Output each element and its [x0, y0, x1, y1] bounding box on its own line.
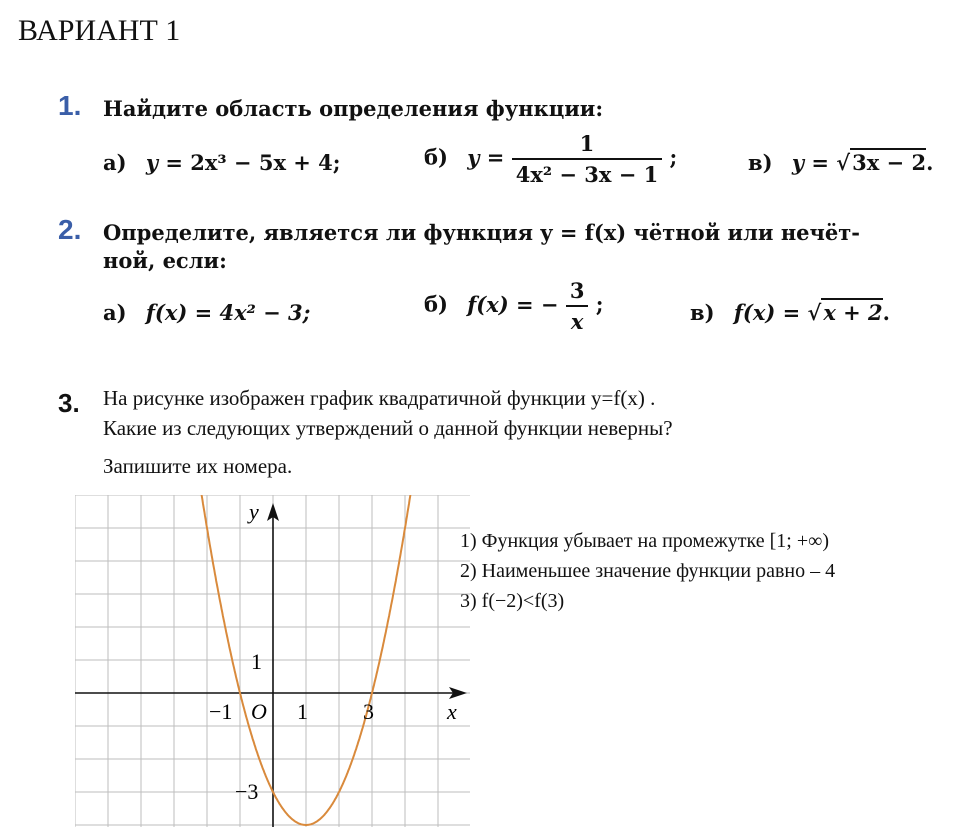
task2-item-c	[690, 300, 890, 325]
task1-item-b	[424, 131, 677, 187]
task3-line1: На рисунке изображен график квадратичной функции y=f(x) .	[103, 386, 656, 410]
task1-b-lhs: y	[467, 144, 480, 170]
y-axis-label: y	[249, 499, 259, 524]
task2-item-b	[424, 278, 604, 334]
task2-b-label: б)	[424, 291, 448, 317]
x-axis-label: x	[447, 699, 457, 724]
task1-c-eq: =	[811, 150, 829, 175]
tick-label-y-minus-3: −3	[235, 779, 259, 804]
task3-number: 3.	[58, 388, 80, 418]
origin-label: O	[251, 699, 267, 724]
task1-a-expr: = 2x³ − 5x + 4;	[165, 150, 341, 175]
task2-b-tail: ;	[595, 291, 604, 317]
task2-b-fraction	[566, 278, 589, 334]
task1-c-label: в)	[748, 150, 773, 175]
task1-a-label: а)	[103, 150, 127, 175]
task2-c-radicand: x + 2	[823, 300, 883, 325]
task1-text: Найдите область определения функции:	[103, 96, 604, 121]
tick-label-x-1: 1	[297, 699, 308, 724]
task1-item-c	[748, 150, 933, 175]
statement-1: 1) Функция убывает на промежутке [1; +∞)	[460, 530, 830, 552]
task2-number: 2.	[58, 214, 82, 245]
task2-line1: Определите, является ли функция y = f(x) чётной или нечёт-	[103, 220, 861, 245]
statement-2: 2) Наименьшее значение функции равно – 4	[460, 560, 836, 582]
task3-line2: Какие из следующих утверждений о данной функции неверны?	[103, 416, 673, 440]
task2-b-denominator: x	[566, 305, 589, 334]
task1-b-label: б)	[424, 144, 448, 170]
tick-label-y-1: 1	[251, 649, 262, 674]
sqrt-sign: √	[836, 150, 851, 175]
task2-a-label: а)	[103, 300, 127, 325]
task1-b-numerator: 1	[579, 131, 595, 156]
task1-c-tail: .	[926, 150, 934, 175]
task1-item-a	[103, 150, 341, 175]
task1-c-lhs: y	[791, 150, 805, 175]
tick-label-x-3: 3	[363, 699, 374, 724]
task1-b-tail: ;	[669, 144, 678, 170]
sqrt-sign: √	[807, 300, 822, 325]
task2-a-expr: f(x) = 4x² − 3;	[145, 300, 311, 325]
task2-c-label: в)	[690, 300, 715, 325]
task2-c-lhs: f(x) =	[733, 300, 801, 325]
task1-c-radicand: 3x − 2	[852, 150, 927, 175]
tick-label-x-minus-1: −1	[209, 699, 233, 724]
task1-number: 1.	[58, 90, 82, 121]
task3-line3: Запишите их номера.	[103, 454, 293, 478]
task2-c-tail: .	[882, 300, 890, 325]
task2-item-a	[103, 300, 310, 325]
task1-b-eq: =	[486, 144, 505, 170]
task1-b-fraction	[512, 131, 663, 187]
statement-3: 3) f(−2)<f(3)	[460, 590, 565, 612]
task1-a-lhs: y	[145, 150, 159, 175]
quadratic-graph	[75, 495, 470, 827]
task1-b-denominator: 4x² − 3x − 1	[512, 158, 663, 187]
variant-title: ВАРИАНТ 1	[18, 14, 181, 47]
task2-line2: ной, если:	[103, 248, 227, 273]
task2-b-lhs: f(x) = −	[467, 291, 559, 317]
task2-b-numerator: 3	[569, 278, 585, 303]
